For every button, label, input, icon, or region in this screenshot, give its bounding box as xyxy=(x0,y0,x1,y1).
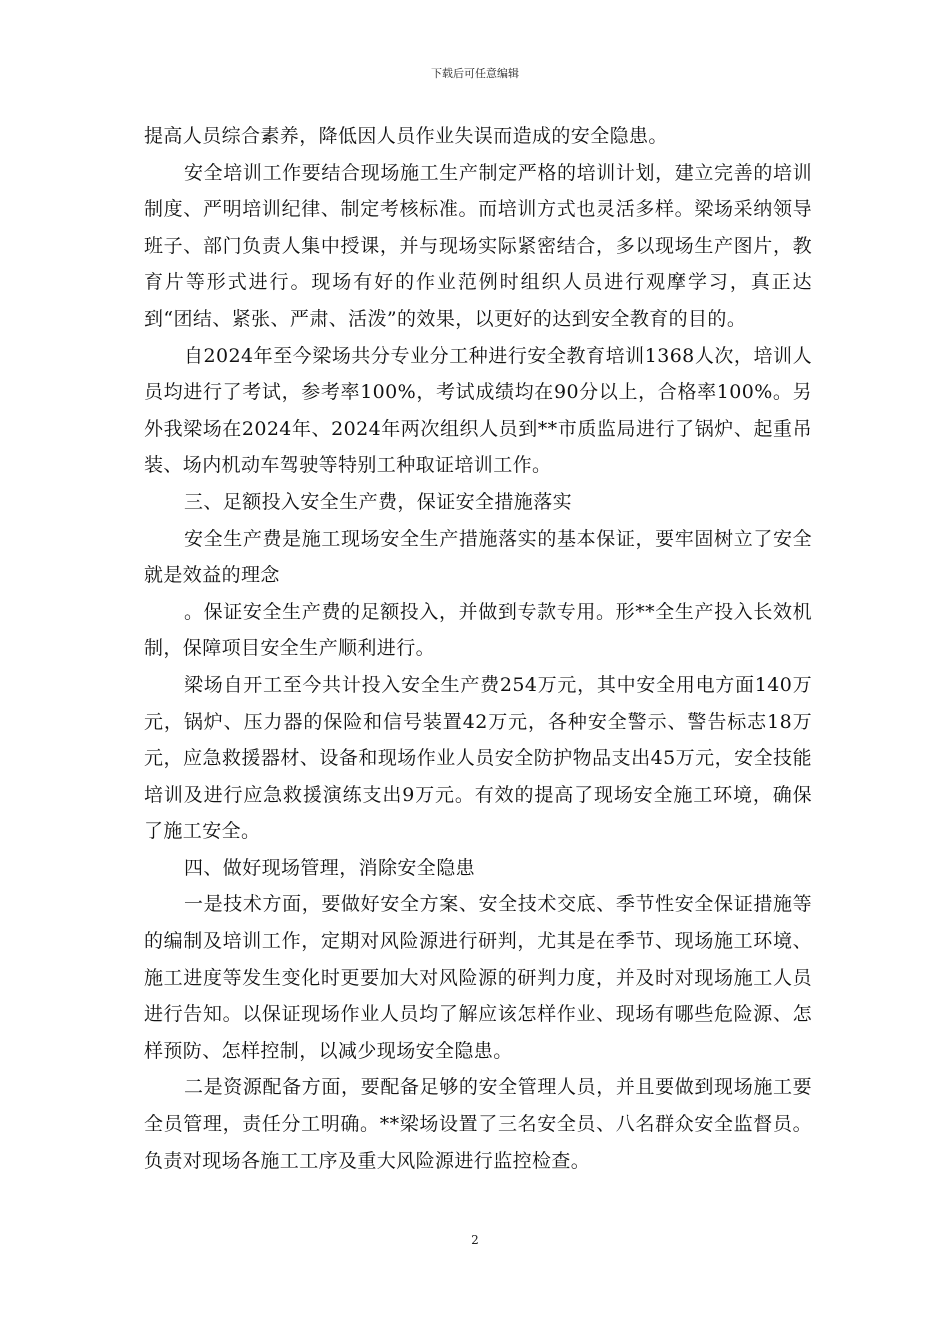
paragraph-investment: 梁场自开工至今共计投入安全生产费254万元，其中安全用电方面140万元，锅炉、压力器的保险和信号装置42万元，各种安全警示、警告标志18万元，应急救援器材、设备和现场作业人员安全防护物品支出45万元，安全技能培训及进行应急救援演练支出9万元。有效的提高了现场安全施工环境，确保了施工安全。 xyxy=(144,673,812,843)
paragraph-training-stats: 自2024年至今梁场共分专业分工种进行安全教育培训1368人次，培训人员均进行了考试，参考率100%，考试成绩均在90分以上，合格率100%。另外我梁场在2024年、2024年两次组织人员到**市质监局进行了锅炉、起重吊装、场内机动车驾驶等特别工种取证培训工作。 xyxy=(144,344,812,477)
section-heading-4: 四、做好现场管理，消除安全隐患 xyxy=(184,856,476,879)
page-header: 下载后可任意编辑 xyxy=(431,67,519,80)
section-heading-3: 三、足额投入安全生产费，保证安全措施落实 xyxy=(184,490,573,513)
page-number: 2 xyxy=(471,1233,479,1247)
paragraph-safety-fee-cont: 。保证安全生产费的足额投入，并做到专款专用。形**全生产投入长效机制，保障项目安全生产顺利进行。 xyxy=(144,600,812,660)
paragraph-continuation: 提高人员综合素养，降低因人员作业失误而造成的安全隐患。 xyxy=(144,125,668,147)
paragraph-resources: 二是资源配备方面，要配备足够的安全管理人员，并且要做到现场施工要全员管理，责任分工明确。**梁场设置了三名安全员、八名群众安全监督员。负责对现场各施工工序及重大风险源进行监控检查。 xyxy=(144,1076,812,1172)
paragraph-safety-fee: 安全生产费是施工现场安全生产措施落实的基本保证，要牢固树立了安全就是效益的理念 xyxy=(144,527,812,587)
document-body xyxy=(144,118,812,1179)
paragraph-technical: 一是技术方面，要做好安全方案、安全技术交底、季节性安全保证措施等的编制及培训工作，定期对风险源进行研判，尤其是在季节、现场施工环境、施工进度等发生变化时更要加大对风险源的研判力度，并及时对现场施工人员进行告知。以保证现场作业人员均了解应该怎样作业、现场有哪些危险源、怎样预防、怎样控制，以减少现场安全隐患。 xyxy=(144,893,812,1062)
paragraph-training-plan: 安全培训工作要结合现场施工生产制定严格的培训计划，建立完善的培训制度、严明培训纪律、制定考核标准。而培训方式也灵活多样。梁场采纳领导班子、部门负责人集中授课，并与现场实际紧密结合，多以现场生产图片，教育片等形式进行。现场有好的作业范例时组织人员进行观摩学习，真正达到“团结、紧张、严肃、活泼”的效果，以更好的达到安全教育的目的。 xyxy=(144,161,812,330)
